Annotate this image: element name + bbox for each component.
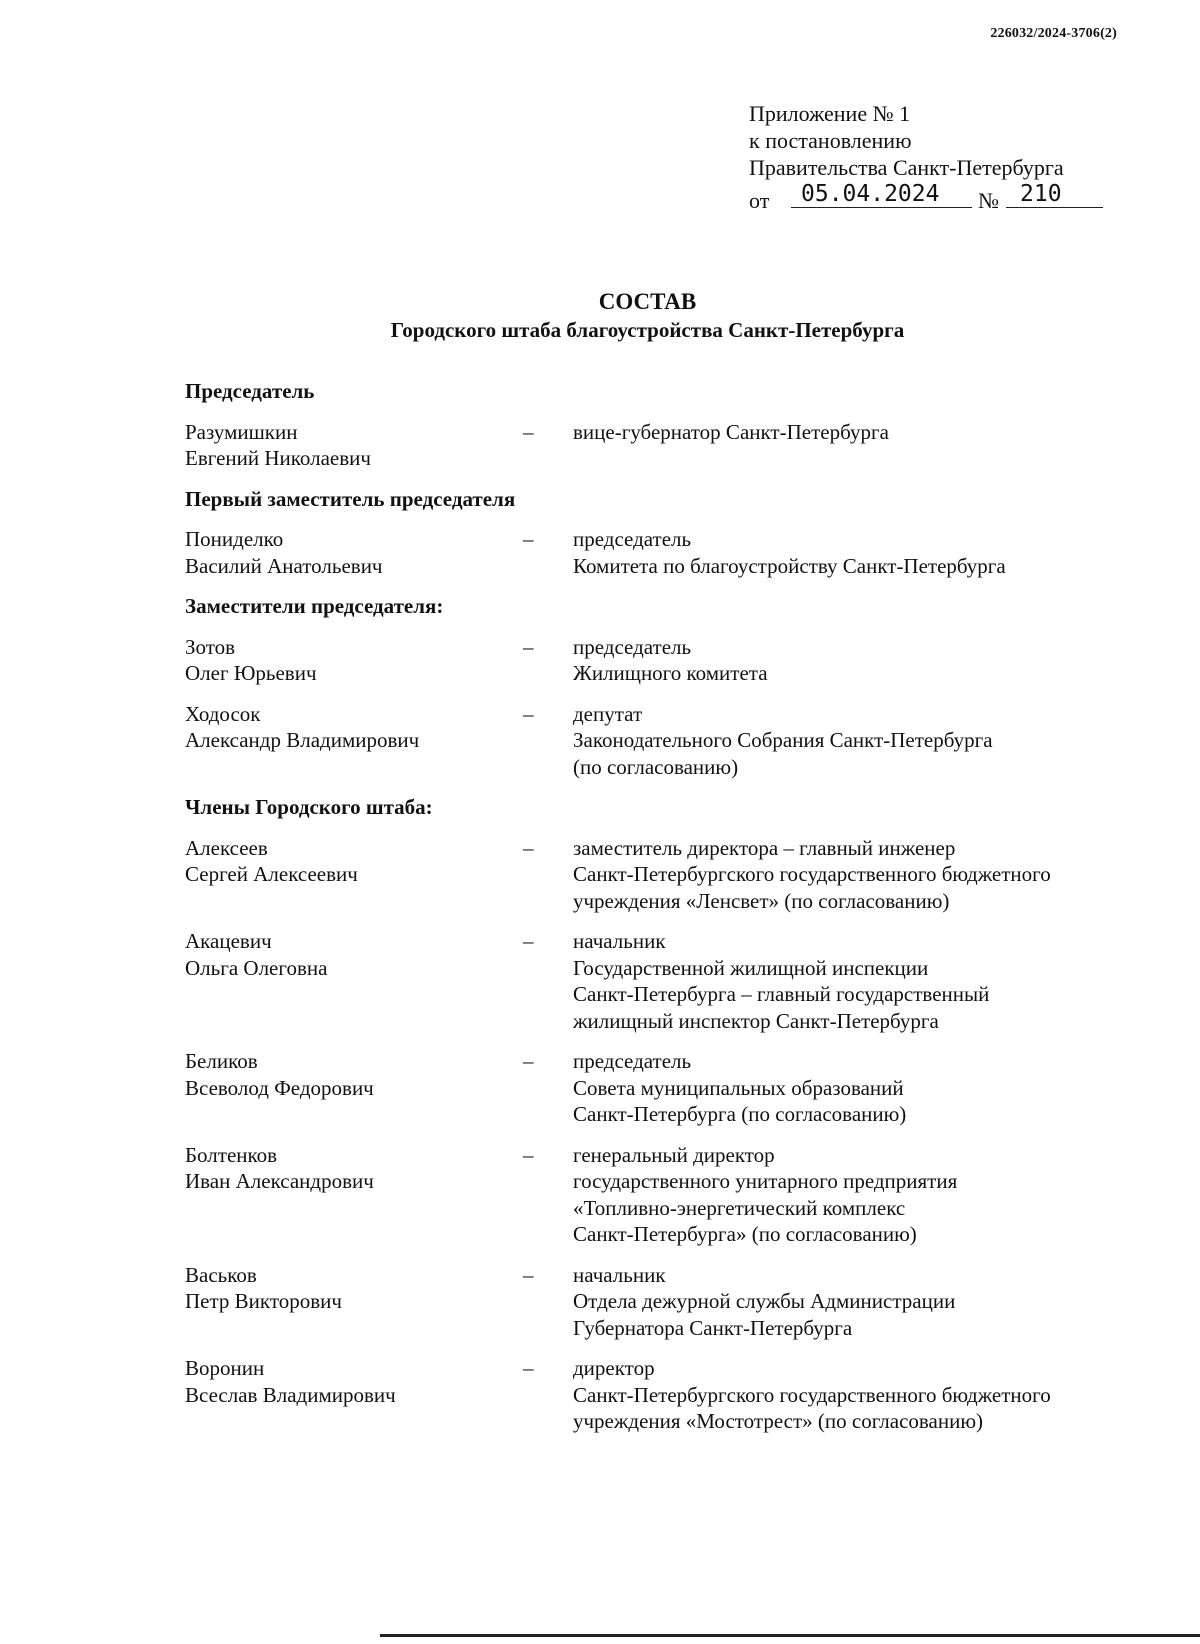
number-label: № [978,188,999,213]
member-name [185,1262,523,1342]
member-role-line: Государственной жилищной инспекции [573,955,929,980]
member-role-line: Санкт-Петербургского государственного бюджетного [573,862,1051,886]
member-name [185,419,523,472]
member-role [573,835,1145,915]
member-role-line: учреждения «Мостотрест» (по согласованию) [573,1409,984,1433]
member-given-names: Ольга Олеговна [185,955,328,980]
member-given-names: Александр Владимирович [185,728,420,752]
member-given-names: Евгений Николаевич [185,446,371,470]
member-given-names: Всеслав Владимирович [185,1382,396,1407]
member-role-line: Совета муниципальных образований [573,1075,904,1100]
member-role-line: Санкт-Петербурга» (по согласованию) [573,1222,917,1246]
title-line-1: СОСТАВ [598,289,697,314]
member-role [573,1142,1145,1248]
member-surname: Акацевич [185,929,272,953]
member-dash: – [523,1262,534,1287]
member-name [185,701,523,781]
member-dash: – [523,929,534,953]
section-heading: Первый заместитель председателя [185,486,516,511]
member-role-line: вице-губернатор Санкт-Петербурга [573,419,889,444]
member-dash: – [523,634,534,659]
member-role-line: Санкт-Петербурга – главный государственный [573,982,990,1006]
member-surname: Беликов [185,1049,258,1073]
member-role-line: Отдела дежурной службы Администрации [573,1289,956,1313]
appendix-authority: Правительства Санкт-Петербурга [749,155,1064,180]
member-role [573,1262,1145,1342]
member-given-names: Петр Викторович [185,1289,342,1313]
member-role-line: председатель [573,527,692,551]
member-surname: Разумишкин [185,419,298,444]
member-name [185,1142,523,1248]
member-role [573,1048,1145,1128]
section-heading: Председатель [185,379,315,403]
member-dash: – [523,527,534,551]
composition-list [185,378,1145,1449]
member-name [185,526,523,579]
appendix-date-row [749,181,1064,211]
member-dash: – [523,1356,534,1380]
document-registration-number: 226032/2024-3706(2) [990,26,1117,41]
member-role-line: учреждения «Ленсвет» (по согласованию) [573,888,950,913]
member-given-names: Василий Анатольевич [185,553,383,578]
section-heading: Члены Городского штаба: [185,795,433,819]
member-row [185,835,1145,915]
member-role-line: заместитель директора – главный инженер [573,835,956,860]
decree-date: 05.04.2024 [791,181,972,208]
member-role-line: депутат [573,701,643,726]
member-role-line: начальник [573,929,666,953]
member-role-line: Жилищного комитета [573,661,768,685]
member-row [185,1262,1145,1342]
member-role [573,928,1145,1034]
member-surname: Васьков [185,1262,257,1287]
member-given-names: Всеволод Федорович [185,1075,374,1100]
member-name [185,928,523,1034]
member-row [185,419,1145,472]
member-row [185,1355,1145,1435]
member-dash: – [523,835,534,860]
member-surname: Пониделко [185,527,284,551]
decree-number: 210 [1006,181,1103,208]
member-name [185,634,523,687]
member-surname: Болтенков [185,1142,278,1167]
member-role-line: (по согласованию) [573,754,739,779]
member-role-line: Комитета по благоустройству Санкт-Петербурга [573,553,1006,578]
member-role-line: директор [573,1356,655,1380]
member-role-line: начальник [573,1262,666,1287]
document-title [0,288,1200,344]
member-role-line: генеральный директор [573,1142,775,1167]
member-role-line: Санкт-Петербургского государственного бюджетного [573,1382,1051,1407]
member-given-names: Иван Александрович [185,1169,374,1193]
member-surname: Воронин [185,1356,265,1380]
member-role-line: председатель [573,1049,692,1073]
member-role-line: «Топливно-энергетический комплекс [573,1195,906,1220]
member-row [185,1048,1145,1128]
member-dash: – [523,1049,534,1073]
appendix-title: Приложение № 1 [749,101,911,126]
member-dash: – [523,701,534,726]
section-heading: Заместители председателя: [185,594,444,618]
member-name [185,1355,523,1435]
member-role [573,419,1145,472]
member-row [185,701,1145,781]
member-role [573,1355,1145,1435]
member-row [185,526,1145,579]
member-role-line: государственного унитарного предприятия [573,1169,958,1193]
member-row [185,634,1145,687]
appendix-block [749,100,1064,211]
member-dash: – [523,419,534,444]
title-line-2: Городского штаба благоустройства Санкт-Петербурга [390,318,905,342]
member-role-line: Законодательного Собрания Санкт-Петербурга [573,728,993,752]
member-role-line: председатель [573,634,692,659]
member-role [573,701,1145,781]
appendix-ref-line: к постановлению [749,128,912,153]
member-name [185,1048,523,1128]
bottom-rule [380,1634,1200,1637]
member-role [573,526,1145,579]
member-row [185,1142,1145,1248]
member-role-line: Губернатора Санкт-Петербурга [573,1315,853,1340]
member-role-line: жилищный инспектор Санкт-Петербурга [573,1008,939,1033]
member-row [185,928,1145,1034]
member-given-names: Олег Юрьевич [185,661,317,685]
member-surname: Алексеев [185,835,268,860]
member-surname: Ходосок [185,701,261,726]
member-role-line: Санкт-Петербурга (по согласованию) [573,1102,907,1126]
from-label: от [749,188,770,213]
member-name [185,835,523,915]
member-dash: – [523,1142,534,1167]
member-surname: Зотов [185,634,236,659]
member-given-names: Сергей Алексеевич [185,862,358,886]
member-role [573,634,1145,687]
